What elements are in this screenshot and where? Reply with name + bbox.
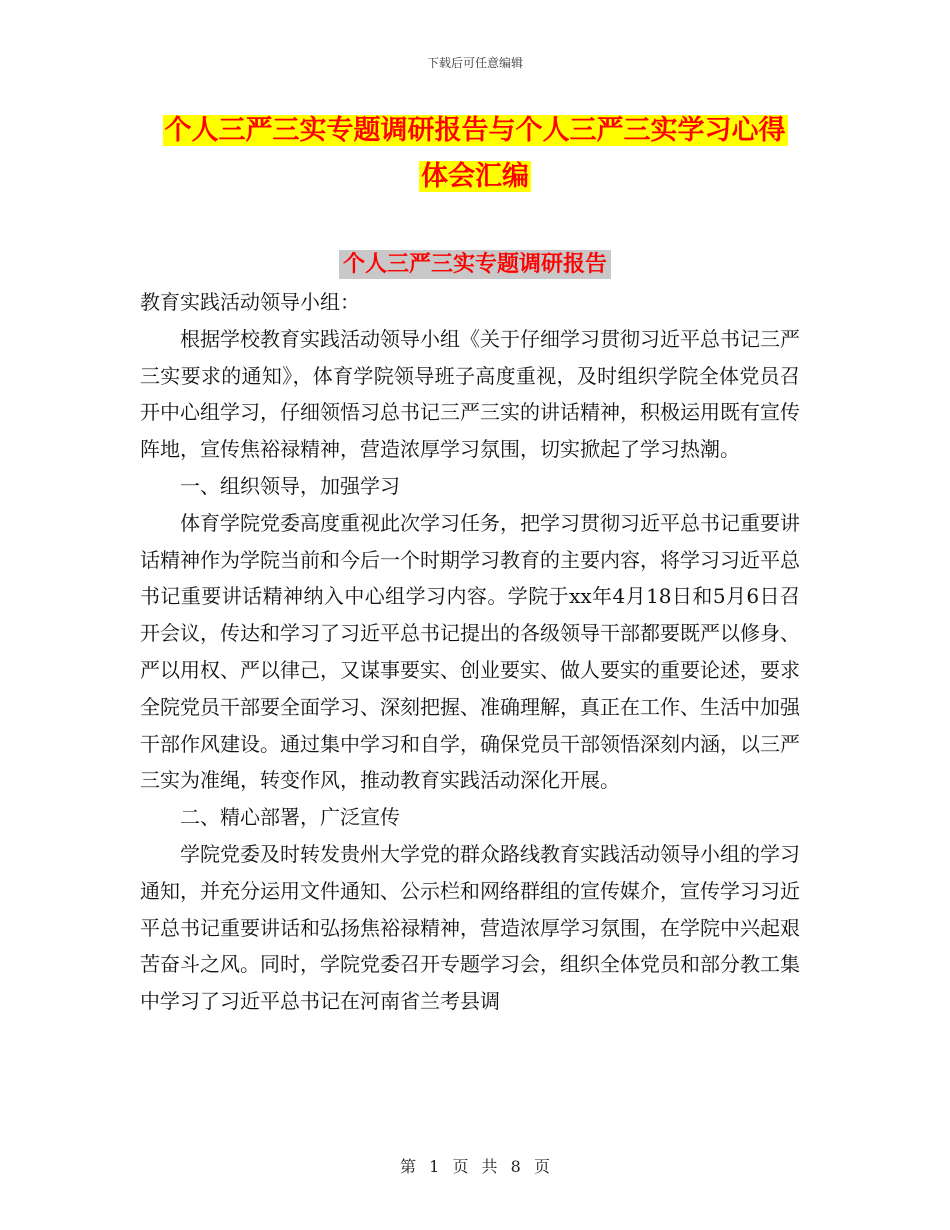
page-footer xyxy=(0,1154,950,1177)
footer-label-page: 第 xyxy=(400,1157,417,1176)
document-title xyxy=(140,108,810,200)
footer-label-total-unit: 页 xyxy=(533,1157,550,1176)
heading-deploy-publicize: 二、精心部署，广泛宣传 xyxy=(180,805,400,830)
footer-total-pages: 8 xyxy=(510,1157,521,1176)
paragraph-organize-leadership: 体育学院党委高度重视此次学习任务，把学习贯彻习近平总书记重要讲话精神作为学院当前和今后一个时期学习教育的主要内容，将学习习近平总书记重要讲话精神纳入中心组学习内容。学院于xx年4月18日和5月6日召开会议，传达和学习了习近平总书记提出的各级领导干部都要既严以修身、严以用权、严以律己，又谋事要实、创业要实、做人要实的重要论述，要求全院党员干部要全面学习、深刻把握、准确理解，真正在工作、生活中加强干部作风建设。通过集中学习和自学，确保党员干部领悟深刻内涵，以三严三实为准绳，转变作风，推动教育实践活动深化开展。 xyxy=(140,510,800,793)
document-title-line-1: 个人三严三实专题调研报告与个人三严三实学习心得 xyxy=(164,115,786,146)
document-title-line-2: 体会汇编 xyxy=(421,161,529,192)
heading-organize-leadership: 一、组织领导，加强学习 xyxy=(180,473,400,498)
header-note: 下载后可任意编辑 xyxy=(426,56,523,70)
section-title-text: 个人三严三实专题调研报告 xyxy=(339,250,611,279)
paragraph-deploy-publicize: 学院党委及时转发贵州大学党的群众路线教育实践活动领导小组的学习通知，并充分运用文件通知、公示栏和网络群组的宣传媒介，宣传学习习近平总书记重要讲话和弘扬焦裕禄精神，营造浓厚学习氛围，在学院中兴起艰苦奋斗之风。同时，学院党委召开专题学习会，组织全体党员和部分教工集中学习了习近平总书记在河南省兰考县调 xyxy=(140,841,800,1014)
section-title xyxy=(0,247,950,278)
paragraph-intro: 根据学校教育实践活动领导小组《关于仔细学习贯彻习近平总书记三严三实要求的通知》，体育学院领导班子高度重视，及时组织学院全体党员召开中心组学习，仔细领悟习总书记三严三实的讲话精神，积极运用既有宣传阵地，宣传焦裕禄精神，营造浓厚学习氛围，切实掀起了学习热潮。 xyxy=(140,326,800,462)
footer-label-total: 共 xyxy=(481,1157,498,1176)
footer-page-number: 1 xyxy=(429,1157,440,1176)
document-body xyxy=(140,284,800,1020)
footer-label-page-unit: 页 xyxy=(452,1157,469,1176)
salutation: 教育实践活动领导小组： xyxy=(140,290,360,314)
